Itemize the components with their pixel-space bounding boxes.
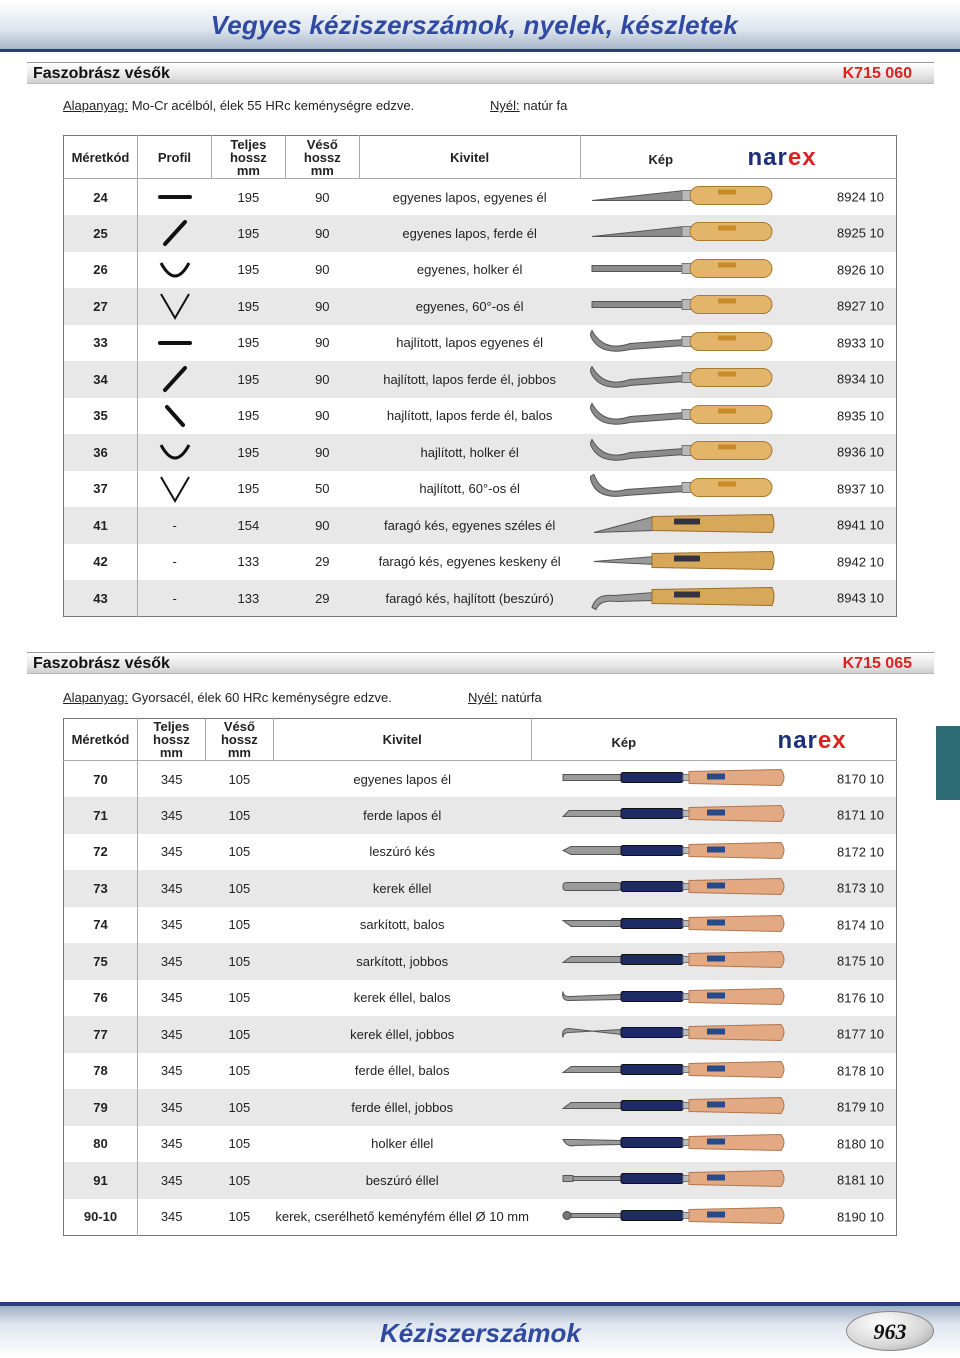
blade-length: 105 xyxy=(205,980,273,1017)
profile-v-icon xyxy=(157,474,193,504)
tool-image xyxy=(590,582,776,615)
blade-length: 105 xyxy=(205,1162,273,1199)
total-length: 133 xyxy=(211,544,285,581)
profile-flat-icon xyxy=(157,182,193,212)
blade-length: 105 xyxy=(205,1126,273,1163)
image-cell xyxy=(580,471,897,508)
narex-logo-text: narex xyxy=(777,727,847,754)
design: ferde éllel, jobbos xyxy=(273,1089,531,1126)
product-code: 8935 10 xyxy=(837,408,884,424)
total-length: 345 xyxy=(137,1162,205,1199)
image-cell xyxy=(531,907,896,944)
tool-image xyxy=(590,363,776,396)
total-length: 195 xyxy=(211,288,285,325)
size-code: 70 xyxy=(64,761,138,798)
design: kerek éllel, jobbos xyxy=(273,1016,531,1053)
image-cell xyxy=(580,361,897,398)
product-code: 8180 10 xyxy=(837,1136,884,1152)
blade-length: 105 xyxy=(205,1016,273,1053)
table-row xyxy=(64,288,897,325)
image-cell xyxy=(531,943,896,980)
total-length: 345 xyxy=(137,907,205,944)
size-code: 36 xyxy=(64,434,138,471)
blade-length: 105 xyxy=(205,943,273,980)
material-label: Alapanyag: xyxy=(63,98,129,113)
design: egyenes, 60°-os él xyxy=(359,288,580,325)
image-cell xyxy=(580,544,897,581)
total-length: 345 xyxy=(137,761,205,798)
blade-length: 90 xyxy=(285,507,359,544)
header-design: Kivitel xyxy=(359,136,580,179)
page-number-badge xyxy=(846,1311,934,1351)
profile-skew-right-icon xyxy=(157,218,193,248)
tool-image xyxy=(561,763,789,796)
section-code: K715 065 xyxy=(842,655,912,672)
blade-length: 105 xyxy=(205,1089,273,1126)
table-row xyxy=(64,544,897,581)
size-code: 24 xyxy=(64,179,138,216)
size-code: 73 xyxy=(64,870,138,907)
image-cell xyxy=(531,1199,896,1236)
header-design: Kivitel xyxy=(273,719,531,761)
table-row xyxy=(64,834,897,871)
profile-cell xyxy=(137,544,211,581)
profile-dash: - xyxy=(172,517,177,533)
handle-label: Nyél: xyxy=(490,98,520,113)
blade-length: 90 xyxy=(285,288,359,325)
product-code: 8181 10 xyxy=(837,1172,884,1188)
profile-cell xyxy=(137,288,211,325)
table-row xyxy=(64,361,897,398)
table-row xyxy=(64,434,897,471)
table-row xyxy=(64,215,897,252)
section-bar-1 xyxy=(27,62,934,84)
product-code: 8924 10 xyxy=(837,189,884,205)
header-image-label: Kép xyxy=(648,152,674,167)
blade-length: 105 xyxy=(205,761,273,798)
size-code: 41 xyxy=(64,507,138,544)
total-length: 345 xyxy=(137,1089,205,1126)
total-length: 195 xyxy=(211,325,285,362)
product-code: 8942 10 xyxy=(837,554,884,570)
design: holker éllel xyxy=(273,1126,531,1163)
table-row xyxy=(64,580,897,617)
header-blade-l3: mm xyxy=(310,162,334,178)
image-cell xyxy=(531,1162,896,1199)
image-cell xyxy=(580,398,897,435)
product-table-1 xyxy=(63,135,897,617)
size-code: 35 xyxy=(64,398,138,435)
tool-image xyxy=(590,436,776,469)
table-row xyxy=(64,907,897,944)
design: faragó kés, egyenes széles él xyxy=(359,507,580,544)
header-image xyxy=(580,136,897,179)
product-code: 8170 10 xyxy=(837,771,884,787)
design: hajlított, lapos egyenes él xyxy=(359,325,580,362)
table-row xyxy=(64,943,897,980)
tool-image xyxy=(590,472,776,505)
image-cell xyxy=(580,507,897,544)
total-length: 195 xyxy=(211,361,285,398)
table-row xyxy=(64,797,897,834)
profile-dash: - xyxy=(172,590,177,606)
tool-image xyxy=(590,399,776,432)
product-code: 8190 10 xyxy=(837,1209,884,1224)
header-size: Méretkód xyxy=(64,719,138,761)
profile-skew-right-icon xyxy=(157,364,193,394)
blade-length: 90 xyxy=(285,252,359,289)
product-code: 8941 10 xyxy=(837,517,884,533)
total-length: 345 xyxy=(137,980,205,1017)
profile-cell xyxy=(137,580,211,617)
design: faragó kés, egyenes keskeny él xyxy=(359,544,580,581)
tool-image xyxy=(561,835,789,868)
size-code: 75 xyxy=(64,943,138,980)
total-length: 195 xyxy=(211,471,285,508)
design: kerek éllel xyxy=(273,870,531,907)
image-cell xyxy=(580,580,897,617)
chapter-tab[interactable] xyxy=(936,726,960,800)
image-cell xyxy=(580,325,897,362)
image-cell xyxy=(531,797,896,834)
size-code: 76 xyxy=(64,980,138,1017)
profile-cell xyxy=(137,361,211,398)
product-code: 8927 10 xyxy=(837,298,884,314)
blade-length: 90 xyxy=(285,434,359,471)
blade-length: 105 xyxy=(205,907,273,944)
table-row xyxy=(64,1126,897,1163)
table-row xyxy=(64,252,897,289)
design: ferde lapos él xyxy=(273,797,531,834)
blade-length: 90 xyxy=(285,398,359,435)
profile-gouge-icon xyxy=(157,437,193,467)
profile-cell xyxy=(137,398,211,435)
image-cell xyxy=(531,761,896,798)
design: hajlított, lapos ferde él, jobbos xyxy=(359,361,580,398)
header-total-l2: hossz xyxy=(153,732,190,747)
material-line xyxy=(63,690,392,705)
tool-image xyxy=(561,872,789,905)
design: hajlított, 60°-os él xyxy=(359,471,580,508)
header-blade-l1: Véső xyxy=(223,719,255,734)
header-blade-length xyxy=(205,719,273,761)
design: egyenes lapos él xyxy=(273,761,531,798)
size-code: 71 xyxy=(64,797,138,834)
footer-title: Kéziszerszámok xyxy=(380,1318,581,1348)
material-label: Alapanyag: xyxy=(63,690,129,705)
image-cell xyxy=(531,834,896,871)
tool-image xyxy=(590,181,776,214)
tool-image xyxy=(561,799,789,832)
image-cell xyxy=(531,870,896,907)
size-code: 43 xyxy=(64,580,138,617)
table-row xyxy=(64,325,897,362)
tool-image xyxy=(561,981,789,1014)
design: egyenes, holker él xyxy=(359,252,580,289)
profile-cell xyxy=(137,252,211,289)
product-code: 8173 10 xyxy=(837,880,884,896)
header-total-l3: mm xyxy=(236,162,260,178)
tool-image xyxy=(590,545,776,578)
product-code: 8177 10 xyxy=(837,1026,884,1042)
size-code: 27 xyxy=(64,288,138,325)
table-row xyxy=(64,507,897,544)
table-row xyxy=(64,980,897,1017)
design: hajlított, lapos ferde él, balos xyxy=(359,398,580,435)
header-image xyxy=(531,719,896,761)
size-code: 74 xyxy=(64,907,138,944)
product-code: 8937 10 xyxy=(837,481,884,497)
handle-line xyxy=(490,98,567,113)
profile-gouge-icon xyxy=(157,255,193,285)
size-code: 90-10 xyxy=(64,1199,138,1236)
tool-image xyxy=(561,908,789,941)
product-code: 8943 10 xyxy=(837,590,884,606)
product-code: 8933 10 xyxy=(837,335,884,351)
profile-cell xyxy=(137,179,211,216)
header-profile: Profil xyxy=(137,136,211,179)
blade-length: 90 xyxy=(285,361,359,398)
page-number: 963 xyxy=(873,1319,907,1344)
total-length: 345 xyxy=(137,1053,205,1090)
blade-length: 105 xyxy=(205,834,273,871)
total-length: 345 xyxy=(137,943,205,980)
image-cell xyxy=(531,1126,896,1163)
size-code: 25 xyxy=(64,215,138,252)
narex-logo xyxy=(748,146,817,170)
product-code: 8179 10 xyxy=(837,1099,884,1115)
material-value: Mo-Cr acélból, élek 55 HRc keménységre edzve. xyxy=(131,98,415,113)
header-blade-l3: mm xyxy=(227,745,251,760)
design: leszúró kés xyxy=(273,834,531,871)
product-code: 8926 10 xyxy=(837,262,884,278)
section-title: Faszobrász vésők xyxy=(33,65,170,82)
product-code: 8176 10 xyxy=(837,990,884,1006)
profile-skew-left-icon xyxy=(157,401,193,431)
table-row xyxy=(64,761,897,798)
design: sarkított, balos xyxy=(273,907,531,944)
blade-length: 90 xyxy=(285,215,359,252)
table-row xyxy=(64,179,897,216)
design: faragó kés, hajlított (beszúró) xyxy=(359,580,580,617)
product-code: 8934 10 xyxy=(837,371,884,387)
total-length: 345 xyxy=(137,834,205,871)
total-length: 195 xyxy=(211,215,285,252)
header-total-l1: Teljes xyxy=(230,136,267,152)
image-cell xyxy=(580,434,897,471)
profile-cell xyxy=(137,471,211,508)
table-row xyxy=(64,1162,897,1199)
size-code: 42 xyxy=(64,544,138,581)
image-cell xyxy=(580,179,897,216)
profile-cell xyxy=(137,325,211,362)
tool-image xyxy=(590,326,776,359)
profile-cell xyxy=(137,507,211,544)
profile-flat-icon xyxy=(157,328,193,358)
header-blade-l2: hossz xyxy=(220,732,258,747)
tool-image xyxy=(561,1018,789,1051)
tool-image xyxy=(590,290,776,323)
header-total-l2: hossz xyxy=(229,149,267,165)
total-length: 195 xyxy=(211,434,285,471)
product-code: 8178 10 xyxy=(837,1063,884,1079)
tool-image xyxy=(561,1164,789,1197)
handle-value: natúrfa xyxy=(501,690,542,705)
design: hajlított, holker él xyxy=(359,434,580,471)
profile-v-icon xyxy=(157,291,193,321)
product-code: 8172 10 xyxy=(837,844,884,860)
image-cell xyxy=(580,288,897,325)
material-line xyxy=(63,98,414,113)
product-code: 8174 10 xyxy=(837,917,884,933)
image-cell xyxy=(531,1016,896,1053)
profile-cell xyxy=(137,215,211,252)
header-total-l1: Teljes xyxy=(153,719,190,734)
total-length: 345 xyxy=(137,1126,205,1163)
handle-value: natúr fa xyxy=(523,98,568,113)
total-length: 133 xyxy=(211,580,285,617)
design: beszúró éllel xyxy=(273,1162,531,1199)
blade-length: 105 xyxy=(205,797,273,834)
table-row xyxy=(64,398,897,435)
handle-line xyxy=(468,690,542,705)
image-cell xyxy=(531,980,896,1017)
design: kerek éllel, balos xyxy=(273,980,531,1017)
product-code: 8175 10 xyxy=(837,953,884,969)
total-length: 345 xyxy=(137,1016,205,1053)
narex-logo-text: narex xyxy=(747,144,817,171)
header-total-l3: mm xyxy=(159,745,183,760)
header-total-length xyxy=(211,136,285,179)
narex-logo xyxy=(778,729,847,753)
section-bar-2 xyxy=(27,652,934,674)
size-code: 91 xyxy=(64,1162,138,1199)
image-cell xyxy=(580,252,897,289)
size-code: 72 xyxy=(64,834,138,871)
total-length: 345 xyxy=(137,1199,205,1236)
profile-cell xyxy=(137,434,211,471)
design: ferde éllel, balos xyxy=(273,1053,531,1090)
total-length: 345 xyxy=(137,870,205,907)
blade-length: 105 xyxy=(205,870,273,907)
tool-image xyxy=(590,217,776,250)
total-length: 195 xyxy=(211,398,285,435)
tool-image xyxy=(561,1054,789,1087)
design: egyenes lapos, egyenes él xyxy=(359,179,580,216)
header-blade-length xyxy=(285,136,359,179)
image-cell xyxy=(531,1053,896,1090)
size-code: 34 xyxy=(64,361,138,398)
total-length: 345 xyxy=(137,797,205,834)
tool-image xyxy=(561,1200,789,1233)
section-code: K715 060 xyxy=(842,65,912,82)
tool-image xyxy=(590,253,776,286)
tool-image xyxy=(561,945,789,978)
blade-length: 90 xyxy=(285,325,359,362)
material-value: Gyorsacél, élek 60 HRc keménységre edzve. xyxy=(131,690,392,705)
blade-length: 105 xyxy=(205,1053,273,1090)
size-code: 79 xyxy=(64,1089,138,1126)
size-code: 33 xyxy=(64,325,138,362)
size-code: 80 xyxy=(64,1126,138,1163)
header-blade-l1: Véső xyxy=(306,136,338,152)
blade-length: 50 xyxy=(285,471,359,508)
size-code: 77 xyxy=(64,1016,138,1053)
table-row xyxy=(64,1016,897,1053)
tool-image xyxy=(561,1127,789,1160)
blade-length: 29 xyxy=(285,544,359,581)
image-cell xyxy=(580,215,897,252)
header-blade-l2: hossz xyxy=(303,149,341,165)
profile-dash: - xyxy=(172,554,177,570)
size-code: 37 xyxy=(64,471,138,508)
page-title: Vegyes kéziszerszámok, nyelek, készletek xyxy=(210,10,738,40)
blade-length: 105 xyxy=(205,1199,273,1236)
table-row xyxy=(64,870,897,907)
table-row xyxy=(64,1053,897,1090)
section-title: Faszobrász vésők xyxy=(33,655,170,672)
blade-length: 29 xyxy=(285,580,359,617)
table-row xyxy=(64,1199,897,1236)
header-size: Méretkód xyxy=(64,136,138,179)
total-length: 154 xyxy=(211,507,285,544)
product-code: 8171 10 xyxy=(837,807,884,823)
design: kerek, cserélhető keményfém éllel Ø 10 mm xyxy=(273,1199,531,1236)
product-code: 8925 10 xyxy=(837,225,884,241)
total-length: 195 xyxy=(211,252,285,289)
blade-length: 90 xyxy=(285,179,359,216)
design: sarkított, jobbos xyxy=(273,943,531,980)
header-image-label: Kép xyxy=(611,735,637,750)
table-row xyxy=(64,471,897,508)
image-cell xyxy=(531,1089,896,1126)
size-code: 78 xyxy=(64,1053,138,1090)
tool-image xyxy=(561,1091,789,1124)
table-row xyxy=(64,1089,897,1126)
size-code: 26 xyxy=(64,252,138,289)
total-length: 195 xyxy=(211,179,285,216)
product-table-2 xyxy=(63,718,897,1236)
design: egyenes lapos, ferde él xyxy=(359,215,580,252)
header-total-length xyxy=(137,719,205,761)
handle-label: Nyél: xyxy=(468,690,498,705)
tool-image xyxy=(590,509,776,542)
product-code: 8936 10 xyxy=(837,444,884,460)
